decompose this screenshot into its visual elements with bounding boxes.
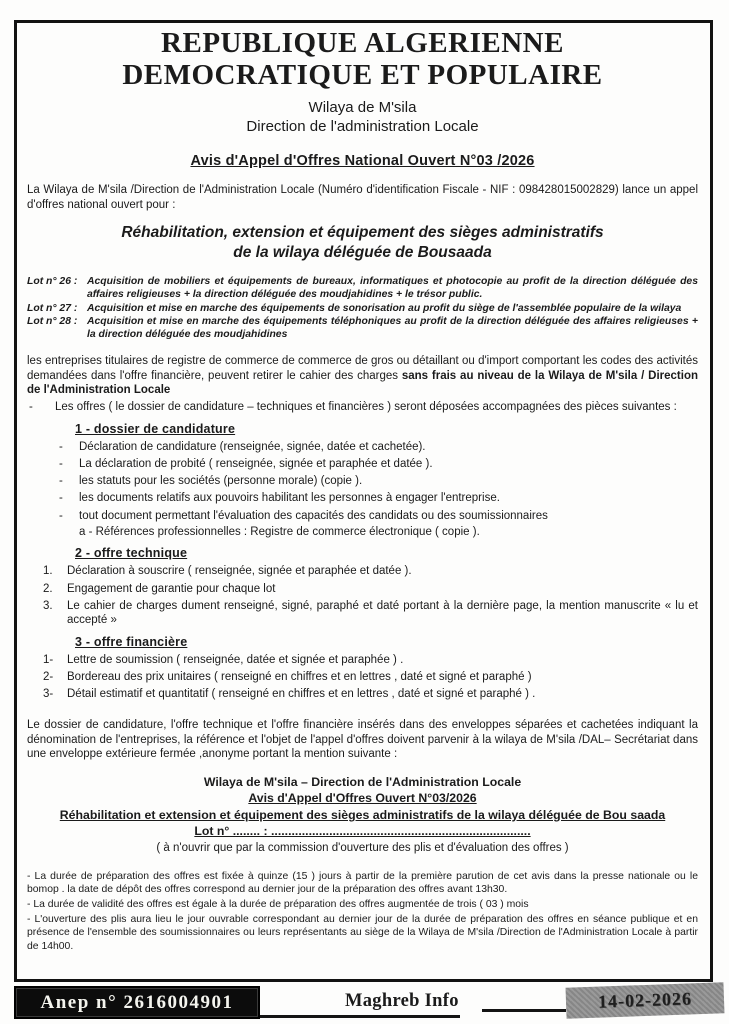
journal-underline-rule [482,1009,566,1012]
section-2-heading: 2 - offre technique [75,546,188,561]
offers-intro-text: Les offres ( le dossier de candidature – techniques et financières ) seront déposées accompagnées des pièces suivantes : [55,400,677,413]
dash-bullet: - [59,440,63,453]
mention-project: Réhabilitation et extension et équipement des sièges administratifs de la wilaya déléguée de Bou saada [59,807,666,822]
references-subitem: a - Références professionnelles : Registre de commerce électronique ( copie ). [79,525,480,538]
eligibility-paragraph [27,354,698,398]
mention-notice-ref: Avis d'Appel d'Offres Ouvert N°03/2026 [248,791,477,806]
dash-bullet: - [59,509,63,522]
list-item: - les documents relatifs aux pouvoirs habilitant les personnes à engager l'entreprise. [59,492,500,505]
country-title-line-1: REPUBLIQUE ALGERIENNE [161,27,564,59]
lot-28-text: Acquisition et mise en marche des équipements téléphoniques au profit de la direction déléguée des affaires religieuses + la direction déléguée des moudjahidines [87,315,698,340]
issuing-authority [27,98,698,136]
direction-name: Direction de l'administration Locale [246,118,479,135]
lot-26-label: Lot n° 26 : [27,276,78,288]
list-item: - La déclaration de probité ( renseignée, signée et paraphée et datée ). [59,457,433,470]
condition-opening: - L'ouverture des plis aura lieu le jour ouvrable correspondant au dernier jour de la durée de préparation des offres en séance publique et en présence de l'ensemble des soumissionnaires ou leurs représentants au siège de la Wilaya de M'sila /Direction de l'Administration Locale à partir de 14h00. [27,913,698,952]
lots-list [27,275,698,341]
list-item: - Déclaration de candidature (renseignée, signée, datée et cachetée). [59,440,426,453]
dash-bullet: - [59,475,63,488]
dash-bullet: - [29,400,33,413]
conditions-block [27,870,698,954]
project-title [27,223,698,263]
project-title-line-2: de la wilaya déléguée de Bousaada [233,244,492,262]
lot-27-label: Lot n° 27 : [27,302,78,314]
list-item: 3. Le cahier de charges dument renseigné, signé, paraphé et daté portant à la dernière page, la mention manuscrite « lu et accepté » [43,599,698,626]
intro-paragraph: La Wilaya de M'sila /Direction de l'Administration Locale (Numéro d'identification Fiscale - NIF : 098428015002829) lance un appel d'offres national ouvert pour : [27,184,698,211]
section-1-list [27,441,698,540]
lot-27-text: Acquisition et mise en marche des équipements de sonorisation au profit du siège de l'assemblée populaire de la wilaya [87,302,682,314]
section-1-heading: 1 - dossier de candidature [75,421,236,436]
submission-paragraph: Le dossier de candidature, l'offre technique et l'offre financière insérés dans des enveloppes séparées et cachetées indiquant la dénomination de l'entreprises, la référence et l'objet de l'appel d'offres doivent parvenir à la wilaya de M'sila /DAL– Secrétariat dans une enveloppe extérieure fermée ,anonyme portant la mention suivante : [27,718,698,761]
list-item: 2- Bordereau des prix unitaires ( renseigné en chiffres et en lettres , daté et signé et paraphé ) [43,670,532,683]
list-item: 3- Détail estimatif et quantitatif ( renseigné en chiffres et en lettres , daté et signé et paraphé ) . [43,688,536,701]
mention-authority: Wilaya de M'sila – Direction de l'Administration Locale [203,774,522,789]
list-item: - les statuts pour les sociétés (personne morale) (copie ). [59,475,363,488]
anep-number-box: Anep n° 2616004901 [14,986,260,1019]
list-item: - tout document permettant l'évaluation des capacités des candidats ou des soumissionnaires [59,509,548,522]
lot-26-row [27,275,698,301]
mention-lot-blank: Lot n° ........ : ............................................................................ [194,824,531,839]
notice-title: Avis d'Appel d'Offres National Ouvert N°03 /2026 [190,153,535,169]
eligibility-bold-text: sans frais au niveau de la Wilaya de M'sila / Direction de l'Administration Locale [27,369,698,397]
eligibility-text: les entreprises titulaires de registre de commerce de commerce de gros ou détaillant ou d'import comportant les codes des activités demandées dans l'offre financière, peuvent retirer le cahier des charges [27,355,698,382]
section-3-heading: 3 - offre financière [75,634,188,649]
list-item: 2. Engagement de garantie pour chaque lot [43,582,276,595]
lot-28-label: Lot n° 28 : [27,315,78,327]
list-item: 1- Lettre de soumission ( renseignée, datée et signée et paraphée ) . [43,653,404,666]
lot-27-row [27,302,698,315]
country-title-line-2: DEMOCRATIQUE ET POPULAIRE [122,59,603,91]
condition-preparation: - La durée de préparation des offres est fixée à quinze (15 ) jours à partir de la première parution de cet avis dans la presse nationale ou le bomop . la date de dépôt des offres correspond au dernier jour de la préparation des offres avant 13h30. [27,870,698,896]
dash-bullet: - [59,492,63,505]
journal-name: Maghreb Info [345,991,459,1011]
condition-validity: - La durée de validité des offres est égale à la durée de préparation des offres augmentée de trois ( 03 ) mois [27,898,529,910]
anep-underline-rule [260,1015,460,1018]
dash-bullet: - [59,457,63,470]
offers-intro-row [27,400,698,415]
document-frame [14,20,713,982]
section-2-list [27,565,698,627]
project-title-line-1: Réhabilitation, extension et équipement des sièges administratifs [121,224,604,242]
envelope-mention-block [27,774,698,856]
date-stamp: 14-02-2026 [566,982,725,1018]
lot-26-text: Acquisition de mobiliers et équipements de bureaux, informatiques et photocopie au profit de la direction déléguée des affaires religieuses + la direction déléguée des moudjahidines + le trésor public. [87,276,698,301]
mention-open-note: ( à n'ouvrir que par la commission d'ouverture des plis et d'évaluation des offres ) [156,841,569,854]
wilaya-name: Wilaya de M'sila [308,99,417,116]
list-item: 1. Déclaration à souscrire ( renseignée, signée et paraphée et datée ). [43,565,412,578]
section-3-list [27,654,698,702]
country-title [27,27,698,91]
lot-28-row [27,315,698,341]
